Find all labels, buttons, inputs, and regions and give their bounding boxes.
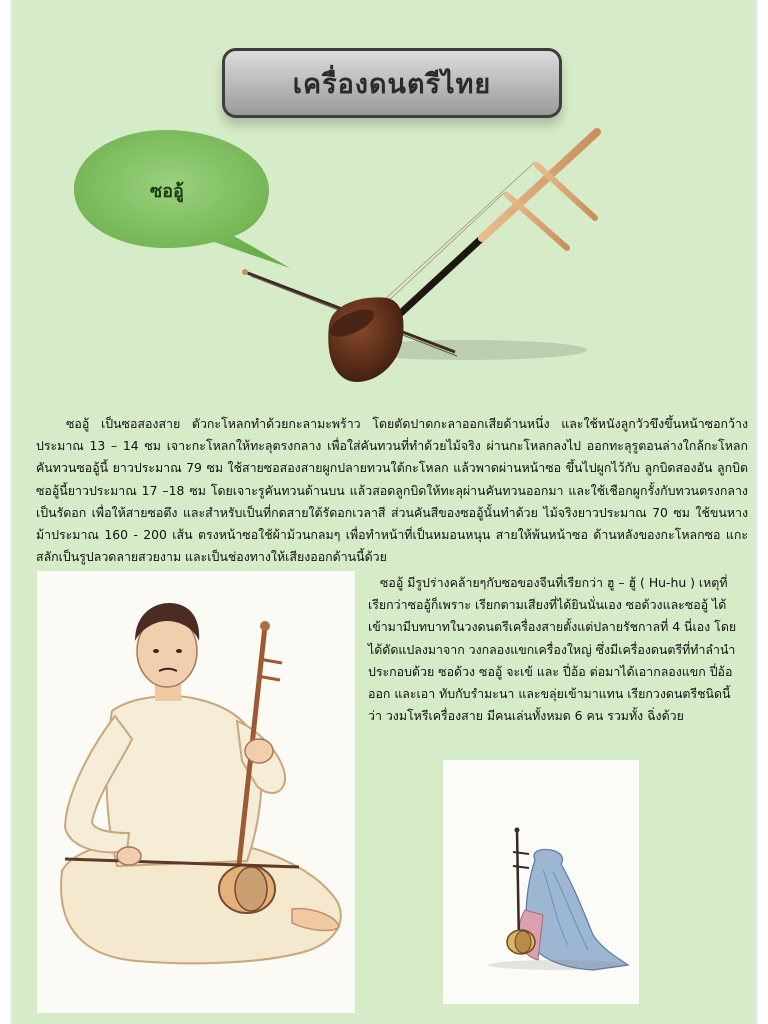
description-text: ซออู้ เป็นซอสองสาย ตัวกะโหลกทำด้วยกะลามะพร้าว โดยตัดปาดกะลาออกเสียด้านหนึ่ง และใช้หนังลูกวัวขึงขึ้นหน้าซอกว้างประมาณ 13 – 14 ซม เจาะกะโหลกให้ทะลุตรงกลาง เพื่อใส่คันทวนที่ทำด้วยไม้จริง ผ่านกะโหลกลงไป ออกทะลุรูตอนล่างใกล้กะโหลก คันทวนซออู้นี้ ยาวประมาณ 79 ซม ใช้สายซอสองสายผูกปลายทวนใต้กะโหลก แล้วพาดผ่านหน้าซอ ขึ้นไปผูกไว้กับ ลูกบิดสองอัน ลูกบิดซออู้นี้ยาวประมาณ 17 –18 ซม โดยเจาะรูคันทวนด้านบน แล้วสอดลูกบิดให้ทะลุผ่านคันทวนออกมา และใช้เชือกผูกรั้งกับทวนตรงกลางเป็นรัดอก เพื่อให้สายซอตึง และสำหรับเป็นที่กดสายใต้รัดอกเวลาสี ส่วนคันสีของซออู้นั้นทำด้วย ไม้จริงยาวประมาณ 70 ซม ใช้ขนหางม้าประมาณ 160 - 200 เส้น ตรงหน้าซอใช้ผ้าม้วนกลมๆ เพื่อทำหน้าที่เป็นหมอนหนุน สายให้พ้นหน้าซอ ด้านหลังของกะโหลกซอ แกะสลักเป็นรูปลวดลายสวยงาม และเป็นช่องทางให้เสียงออกด้านนี้ด้วย xyxy=(36,416,748,565)
page xyxy=(12,0,756,1024)
musician-drawing xyxy=(37,571,355,1013)
description-paragraph xyxy=(36,413,748,568)
instrument-cloth-drawing xyxy=(443,760,639,1004)
bubble-label: ซออู้ xyxy=(150,181,184,202)
page-title: เครื่องดนตรีไทย xyxy=(292,68,492,100)
title-box xyxy=(222,48,562,118)
history-paragraph xyxy=(368,572,740,727)
saw-u-instrument-photo xyxy=(237,120,617,399)
history-text: ซออู้ มีรูปร่างคล้ายๆกับซอของจีนที่เรียกว่า ฮู – ฮู้ ( Hu-hu ) เหตุที่เรียกว่าซออู้ก็เพราะ เรียกตามเสียงที่ได้ยินนั่นเอง ซอด้วงและซออู้ ได้เข้ามามีบทบาทในวงดนตรีเครื่องสายตั้งแต่ปลายรัชกาลที่ 4 นี่เอง โดยได้ดัดแปลงมาจาก วงกลองแขกเครื่องใหญ่ ซึ่งมีเครื่องดนตรีที่ทำลำนำประกอบด้วย ซอด้วง ซออู้ จะเข้ และ ปี่อ้อ ต่อมาได้เอากลองแขก ปี่อ้อ ออก และเอา ทับกับรำมะนา และขลุ่ยเข้ามาแทน เรียกวงดนตรีชนิดนี้ว่า วงมโหรีเครื่องสาย มีคนเล่นทั้งหมด 6 คน รวมทั้ง ฉิ่งด้วย xyxy=(368,575,737,724)
